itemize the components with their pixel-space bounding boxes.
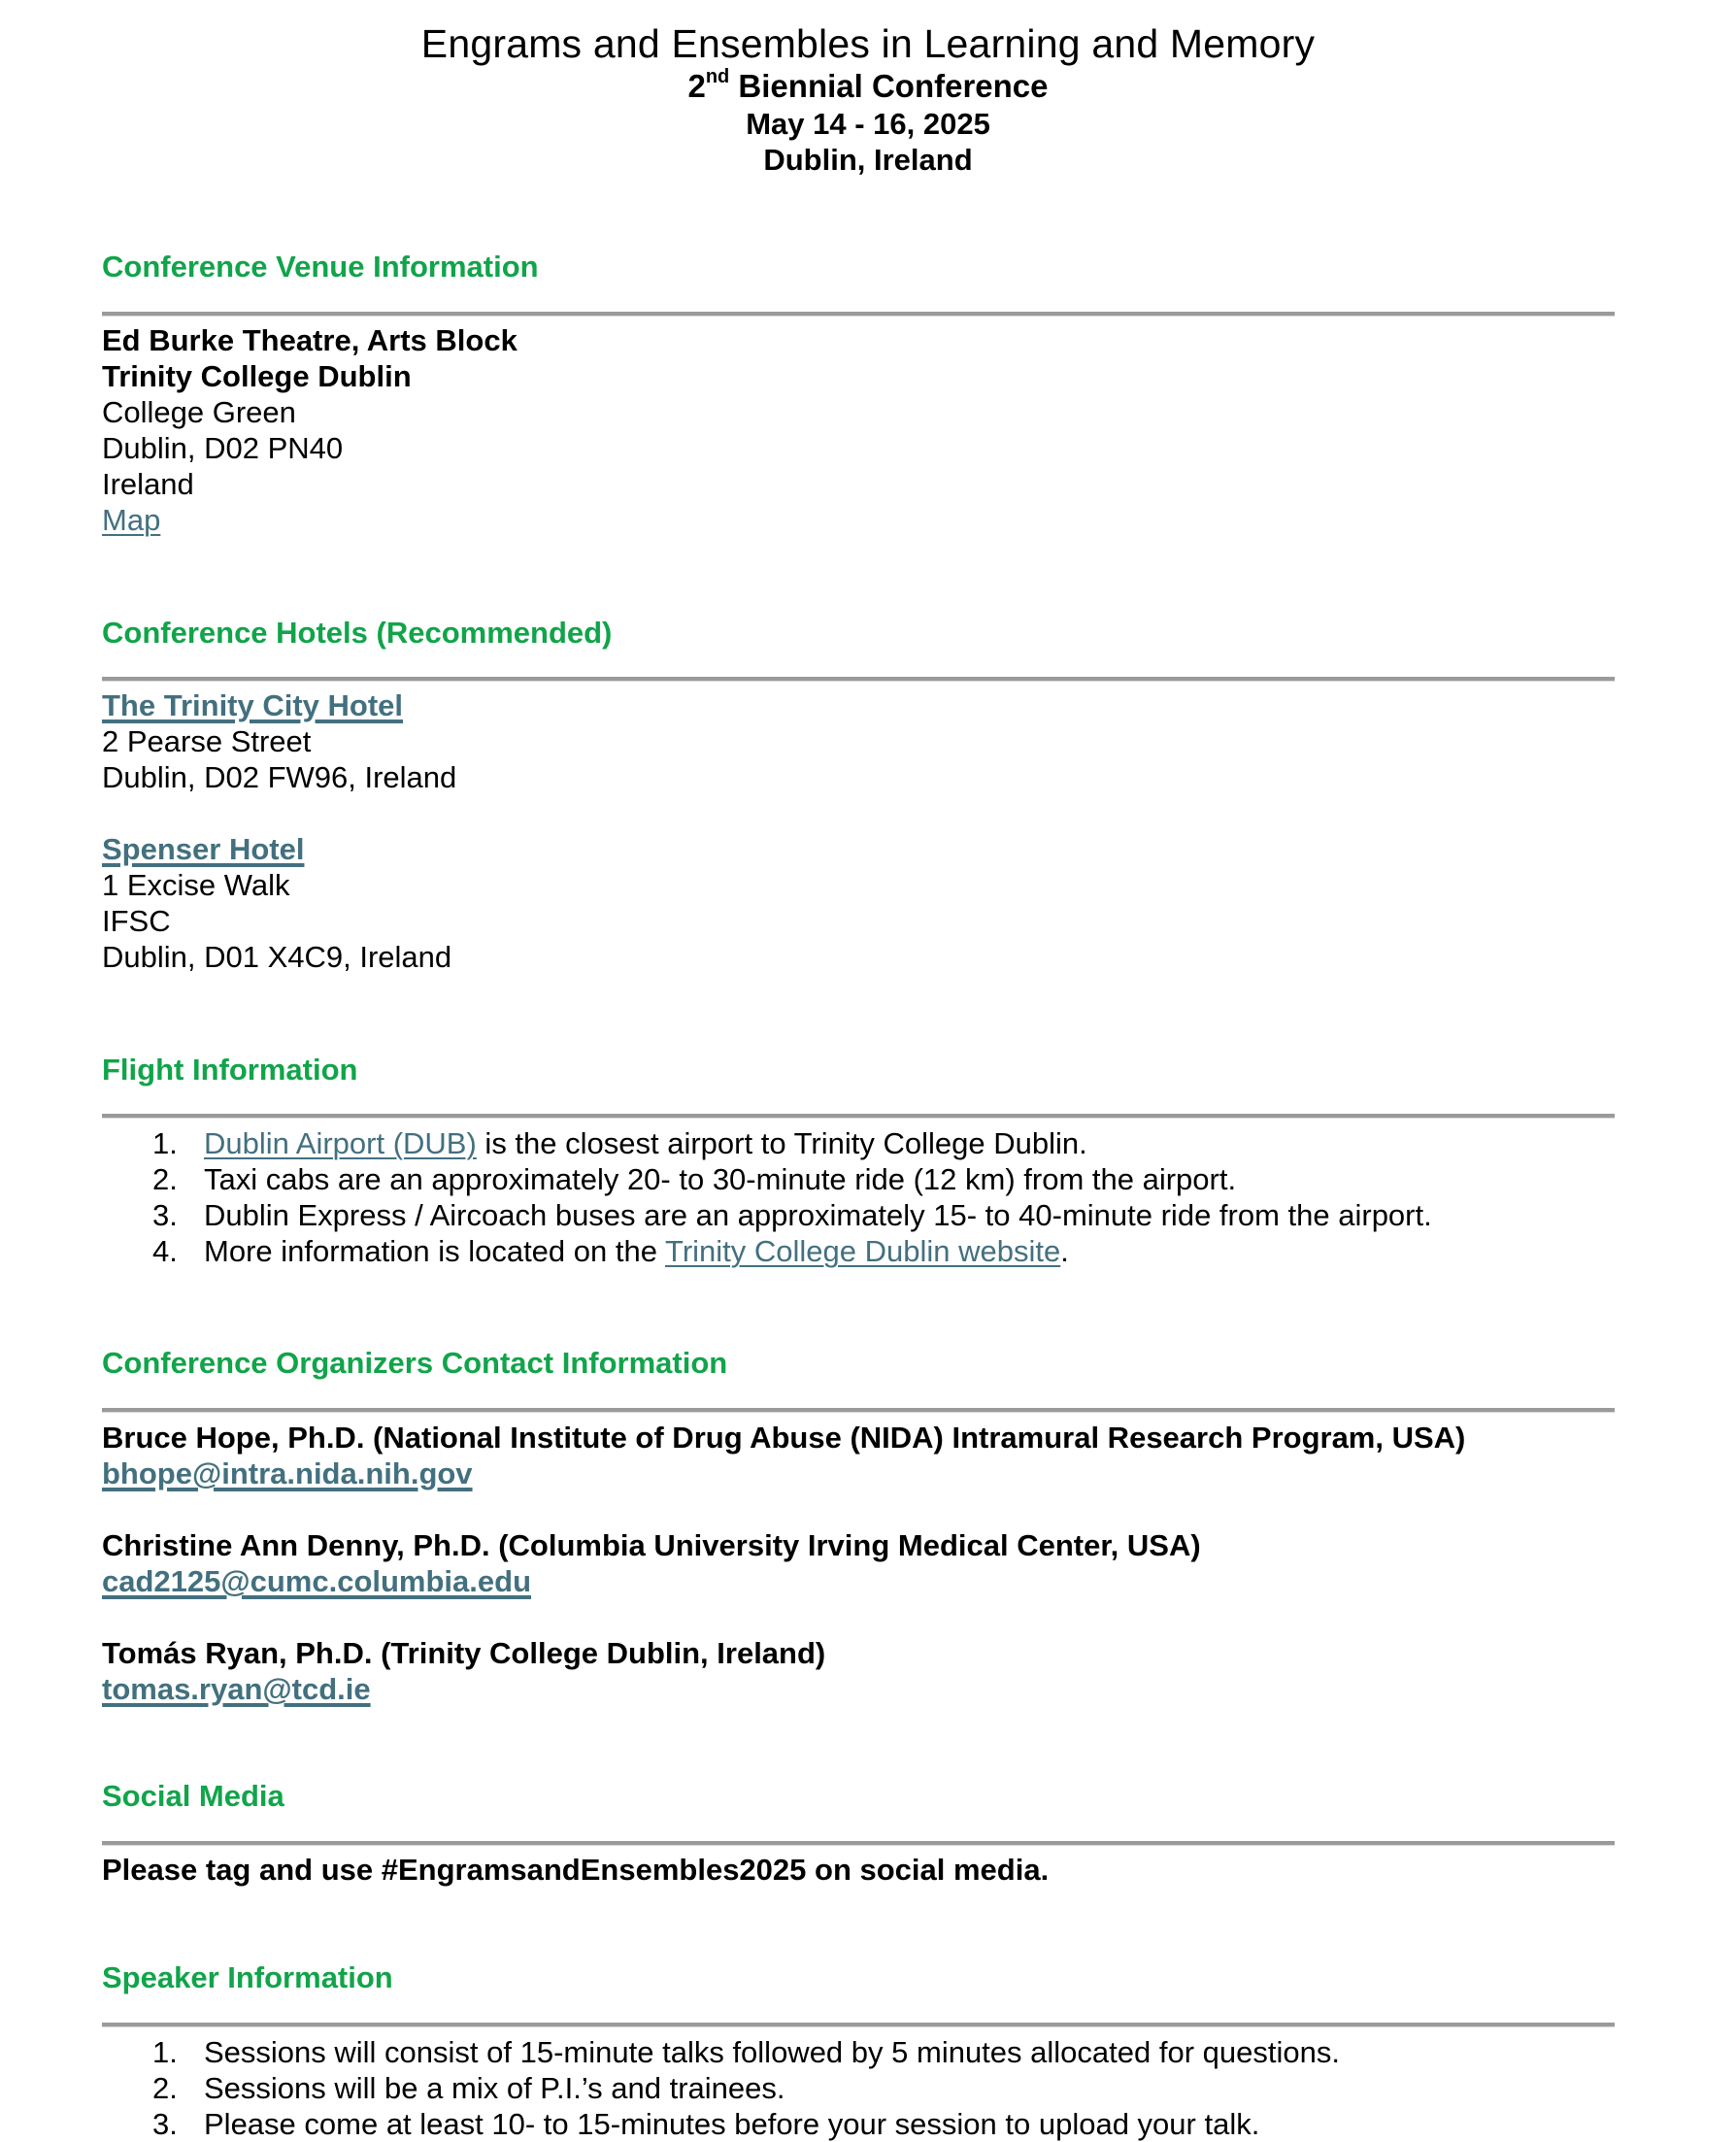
flight-heading: Flight Information (102, 1053, 358, 1087)
dublin-airport-link[interactable]: Dublin Airport (DUB) (204, 1126, 477, 1160)
venue-address (102, 322, 517, 538)
speaker-heading: Speaker Information (102, 1960, 393, 1994)
conference-location: Dublin, Ireland (763, 143, 973, 177)
flight-list (102, 1125, 1432, 1269)
list-item: 2. Sessions will be a mix of P.I.’s and trainees. (152, 2071, 785, 2105)
organizers-divider (102, 1408, 1615, 1413)
list-item: 4. More information is located on the Trinity College Dublin website. (152, 1234, 1069, 1268)
list-item: 1. Sessions will consist of 15-minute talks followed by 5 minutes allocated for questions. (152, 2035, 1340, 2069)
social-divider (102, 1841, 1615, 1846)
organizer-name: Bruce Hope, Ph.D. (National Institute of Drug Abuse (NIDA) Intramural Research Program, USA) (102, 1421, 1466, 1455)
edition-suffix: nd (705, 66, 730, 87)
list-item: 1. Dublin Airport (DUB) is the closest airport to Trinity College Dublin. (152, 1126, 1087, 1160)
venue-street: College Green (102, 395, 296, 429)
venue-institution: Trinity College Dublin (102, 359, 412, 393)
organizer-name: Christine Ann Denny, Ph.D. (Columbia University Irving Medical Center, USA) (102, 1528, 1201, 1562)
organizer-item (102, 1527, 1201, 1599)
hotel-address-line: 1 Excise Walk (102, 868, 290, 902)
organizer-email-link[interactable]: cad2125@cumc.columbia.edu (102, 1564, 532, 1598)
organizer-item (102, 1420, 1465, 1491)
venue-name: Ed Burke Theatre, Arts Block (102, 323, 517, 357)
tcd-website-link[interactable]: Trinity College Dublin website (665, 1234, 1061, 1268)
hotel-address-line: Dublin, D01 X4C9, Ireland (102, 940, 452, 974)
conference-edition (0, 68, 1736, 105)
social-heading: Social Media (102, 1779, 284, 1813)
venue-city: Dublin, D02 PN40 (102, 431, 344, 465)
flight-divider (102, 1114, 1615, 1119)
speaker-divider (102, 2023, 1615, 2027)
venue-heading: Conference Venue Information (102, 250, 539, 284)
hotel-item (102, 687, 456, 795)
speaker-list (102, 2034, 1340, 2142)
hotel-link-spenser[interactable]: Spenser Hotel (102, 832, 305, 866)
hotel-address-line: Dublin, D02 FW96, Ireland (102, 760, 457, 794)
list-item: 3. Dublin Express / Aircoach buses are an approximately 15- to 40-minute ride from the airport. (152, 1198, 1432, 1232)
venue-map-link[interactable]: Map (102, 503, 161, 537)
hotel-address-line: 2 Pearse Street (102, 724, 312, 758)
edition-label: Biennial Conference (729, 68, 1049, 104)
list-item: 2. Taxi cabs are an approximately 20- to 30-minute ride (12 km) from the airport. (152, 1162, 1237, 1196)
organizer-email-link[interactable]: bhope@intra.nida.nih.gov (102, 1456, 473, 1490)
hotels-heading: Conference Hotels (Recommended) (102, 616, 613, 650)
social-block (102, 1852, 1049, 1888)
organizers-heading: Conference Organizers Contact Information (102, 1346, 728, 1380)
edition-number: 2 (687, 68, 706, 104)
hotels-divider (102, 677, 1615, 682)
venue-country: Ireland (102, 467, 194, 501)
hotel-item (102, 831, 451, 975)
organizer-name: Tomás Ryan, Ph.D. (Trinity College Dublin, Ireland) (102, 1636, 826, 1670)
conference-title: Engrams and Ensembles in Learning and Memory (420, 21, 1316, 66)
hotel-address-line: IFSC (102, 904, 171, 938)
conference-dates: May 14 - 16, 2025 (746, 107, 990, 141)
venue-divider (102, 312, 1615, 317)
social-hashtag-text: Please tag and use #EngramsandEnsembles2025 on social media. (102, 1853, 1050, 1887)
hotel-link-trinity-city[interactable]: The Trinity City Hotel (102, 688, 404, 722)
organizer-item (102, 1635, 825, 1707)
list-item: 3. Please come at least 10- to 15-minutes before your session to upload your talk. (152, 2107, 1260, 2141)
organizer-email-link[interactable]: tomas.ryan@tcd.ie (102, 1672, 371, 1706)
